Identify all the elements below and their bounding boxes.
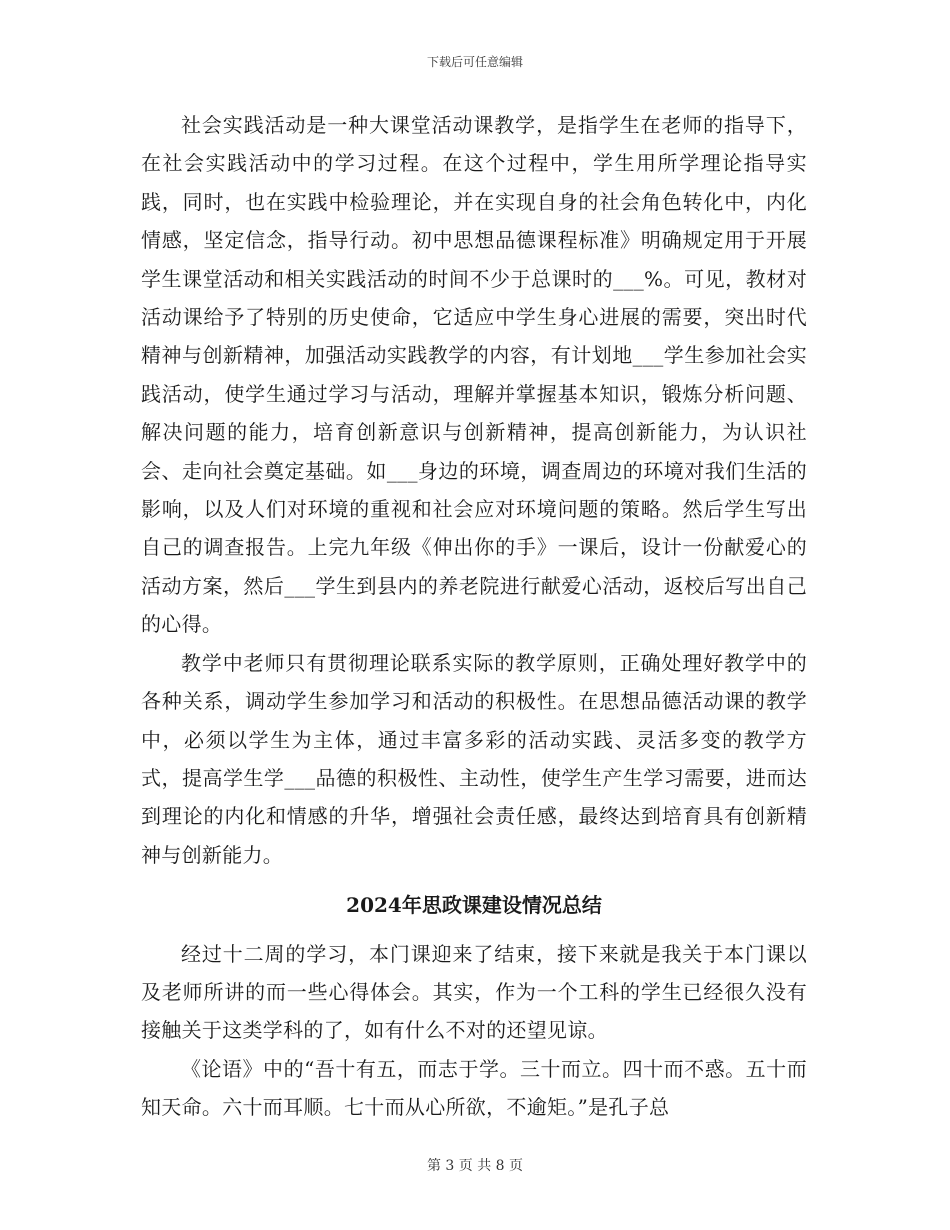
- page-header: 下载后可任意编辑: [426, 55, 523, 69]
- paragraph: 经过十二周的学习，本门课迎来了结束，接下来就是我关于本门课以及老师所讲的而一些心得体会。其实，作为一个工科的学生已经很久没有接触关于这类学科的了，如有什么不对的还望见谅。: [141, 941, 807, 1043]
- document-body: [141, 106, 807, 1127]
- paragraph: 教学中老师只有贯彻理论联系实际的教学原则，正确处理好教学中的各种关系，调动学生参加学习和活动的积极性。在思想品德活动课的教学中，必须以学生为主体，通过丰富多彩的活动实践、灵活多变的教学方式，提高学生学___品德的积极性、主动性，使学生产生学习需要，进而达到理论的内化和情感的升华，增强社会责任感，最终达到培育具有创新精神与创新能力。: [141, 650, 807, 867]
- page-footer: 第 3 页 共 8 页: [426, 1158, 524, 1174]
- paragraph: 社会实践活动是一种大课堂活动课教学，是指学生在老师的指导下，在社会实践活动中的学习过程。在这个过程中，学生用所学理论指导实践，同时，也在实践中检验理论，并在实现自身的社会角色转化中，内化情感，坚定信念，指导行动。初中思想品德课程标准》明确规定用于开展学生课堂活动和相关实践活动的时间不少于总课时的___%。可见，教材对活动课给予了特别的历史使命，它适应中学生身心进展的需要，突出时代精神与创新精神，加强活动实践教学的内容，有计划地___学生参加社会实践活动，使学生通过学习与活动，理解并掌握基本知识，锻炼分析问题、解决问题的能力，培育创新意识与创新精神，提高创新能力，为认识社会、走向社会奠定基础。如___身边的环境，调查周边的环境对我们生活的影响，以及人们对环境的重视和社会应对环境问题的策略。然后学生写出自己的调查报告。上完九年级《伸出你的手》一课后，设计一份献爱心的活动方案，然后___学生到县内的养老院进行献爱心活动，返校后写出自己的心得。: [141, 113, 807, 637]
- section-title: 2024年思政课建设情况总结: [346, 893, 602, 918]
- paragraph: 《论语》中的“吾十有五，而志于学。三十而立。四十而不惑。五十而知天命。六十而耳顺。七十而从心所欲，不逾矩。”是孔子总: [141, 1056, 807, 1120]
